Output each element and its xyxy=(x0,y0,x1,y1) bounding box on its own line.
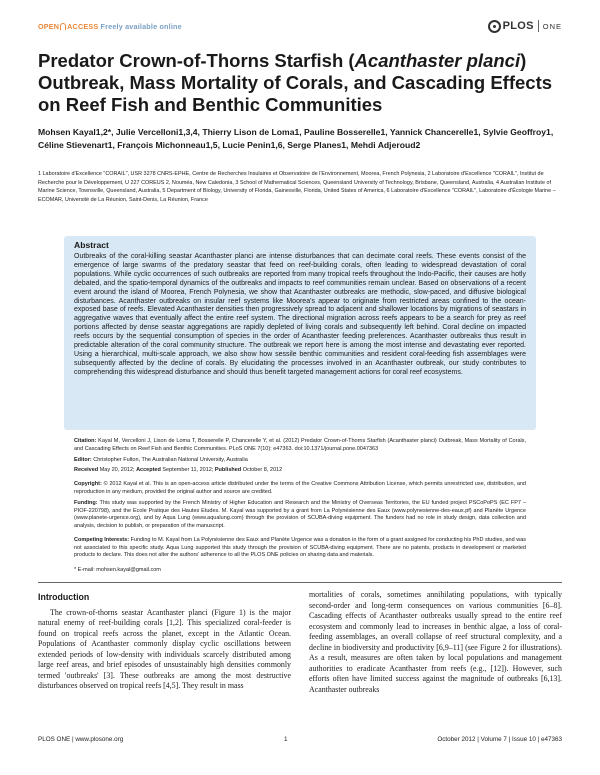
intro-right-text: mortalities of corals, sometimes annihilating populations, with typically second-order and long-term consequences on various communities [6–8]. Cascading effects of Acanthaster outbreaks usually spread to the entire reef ecosystem and commonly lead to increases in benthic algae, a loss of coral-feeding assemblages, an overall collapse of reef structural complexity, and a decline in biodiversity and productivity [6,9–11] (see Figure 2 for illustrations). As a result, measures are often taken by local populations and management authorities to eradicate Acanthaster from reefs (e.g., [12]). However, such efforts often have limited success against the magnitude of outbreaks [6,13]. Acanthaster outbreaks xyxy=(309,590,562,694)
open-access-badge xyxy=(38,22,182,31)
competing-text: Funding to M. Kayal from La Polynésienne des Eaux and Planète Urgence was a donation in the form of a grant assigned for conducting his PhD studies, and was not associated to this specific study. Aqua Lung supported this study through the provision of SCUBA-diving equipment. There are no patents, products in development or marketed products to declare. This does not alter the authors' adherence to all the PLOS ONE policies on sharing data and materials. xyxy=(74,537,526,558)
plos-logo-icon xyxy=(488,20,501,33)
intro-left-text: The crown-of-thorns seastar Acanthaster planci (Figure 1) is the major natural enemy of reef-building corals [1,2]. This specialized coral-feeder is found on tropical reefs across the planet, except in the Atlantic Ocean. Populations of Acanthaster commonly display cyclic oscillations between extended periods of low-density with individuals scarcely distributed among large reef areas, and brief episodes of unsustainably high densities commonly termed 'outbreaks' [3]. These outbreaks are among the most destructive disturbances observed on tropical reefs [4,5]. They result in mass xyxy=(38,607,291,691)
received-date: May 20, 2012; xyxy=(99,467,135,473)
title-species: Acanthaster planci xyxy=(354,50,521,71)
abstract-heading: Abstract xyxy=(74,240,109,250)
footer-page-number: 1 xyxy=(284,736,288,743)
logo-divider xyxy=(538,20,539,32)
access-label: ACCESS xyxy=(67,22,99,31)
affiliations: 1 Laboratoire d'Excellence "CORAIL", USR 3278 CNRS-EPHE, Centre de Recherches Insulaires et Observatoire de l'Environnement, Moorea, French Polynesia, 2 Laboratoire d'Excellence "CORAIL", Institut de Recherche pour le Développement, U 227 COREUS 2, Nouméa, New Caledonia, 3 School of Mathematical Sciences, Queensland University of Technology, Brisbane, Queensland, Australia, 4 Australian Institute of Marine Science, Townsville, Queensland, Australia, 5 Department of Biology, University of Florida, Gainesville, Florida, United States of America, 6 Laboratoire d'Excellence "CORAIL", Laboratoire d'Écologie Marine – ECOMAR, Université de La Réunion, Saint-Denis, La Réunion, France xyxy=(38,171,556,203)
logo-one-text: ONE xyxy=(542,21,562,31)
funding-text: This study was supported by the French Ministry of Higher Education and Research and the Ministry of Overseas Territories, the EU funded project PSCoPoPS (EC FP7 – PIOF-220798), and the Ecole Pratique des Hautes Etudes. M. Kayal was supported by a grant from La Polynésienne des Eaux (www.polynesienne-des-eaux.pf) and Planète Urgence (www.planete-urgence.org), and by Aqua Lung (www.aqualung.com) through the provision of SCUBA-diving equipment. The funders had no role in study design, data collection and analysis, decision to publish, or preparation of the manuscript. xyxy=(74,500,527,529)
funding xyxy=(74,500,526,530)
footer-journal: PLOS ONE | www.plosone.org xyxy=(38,736,124,743)
open-lock-icon xyxy=(60,23,66,30)
intro-heading: Introduction xyxy=(38,592,90,602)
accepted-label: Accepted xyxy=(136,467,161,473)
section-divider xyxy=(38,582,562,583)
title-part-1: Predator Crown-of-Thorns Starfish ( xyxy=(38,50,355,71)
author-list: Mohsen Kayal1,2*, Julie Vercelloni1,3,4, Thierry Lison de Loma1, Pauline Bosserelle1, Yannick Chancerelle1, Sylvie Geoffroy1, Céline Stievenart1, François Michonneau1,5, Lucie Penin1,6, Serge Planes1, Mehdi Adjeroud2 xyxy=(38,127,554,150)
citation-text: Kayal M, Vercelloni J, Lison de Loma T, Bosserelle P, Chancerelle Y, et al. (2012) Predator Crown-of-Thorns Starfish (Acanthaster planci) Outbreak, Mass Mortality of Corals, and Cascading Effects on Reef Fish and Benthic Communities. PLoS ONE 7(10): e47363. doi:10.1371/journal.pone.0047363 xyxy=(74,438,526,452)
footer-issue: October 2012 | Volume 7 | Issue 10 | e47363 xyxy=(437,736,562,743)
accepted-date: September 11, 2012; xyxy=(162,467,214,473)
dates xyxy=(74,467,526,475)
logo-plos-text: PLOS xyxy=(502,20,534,32)
citation-label: Citation: xyxy=(74,438,97,444)
editor-text: Christopher Fulton, The Australian National University, Australia xyxy=(93,457,248,463)
intro-left-column xyxy=(38,592,291,692)
article-title xyxy=(38,50,562,116)
abstract-text: Outbreaks of the coral-killing seastar Acanthaster planci are intense disturbances that can decimate coral reefs. These events consist of the emergence of large swarms of the predatory seastar that feed on reef-building corals, often leading to widespread devastation of coral populations. While cyclic occurrences of such outbreaks are reported from many tropical reefs throughout the Indo-Pacific, their causes are hotly debated, and the spatio-temporal dynamics of the outbreaks and impacts to reef communities remain unclear. Based on observations of a recent event around the island of Moorea, French Polynesia, we show that Acanthaster outbreaks are methodic, slow-paced, and diffusive biological disturbances. Acanthaster outbreaks on insular reef systems like Moorea's appear to originate from restricted areas confined to the ocean-exposed base of reefs. Elevated Acanthaster densities then progressively spread to adjacent and shallower locations by migrations of seastars in aggregative waves that eventually affect the entire reef system. The directional migration across reefs appears to be a search for prey as reef portions affected by dense seastar aggregations are rapidly depleted of living corals and subsequently left behind. Coral decline on impacted reefs occurs by the sequential consumption of species in the order of Acanthaster feeding preferences. Acanthaster outbreaks thus result in predictable alteration of the coral community structure. The outbreak we report here is among the most intense and devastating ever reported. Using a hierarchical, multi-scale approach, we also show how sessile benthic communities and resident coral-feeding fish assemblages were subsequently affected by the decline of corals. By elucidating the processes involved in an Acanthaster outbreak, our study contributes to comprehending this widespread disturbance and should thus benefit targeted management actions for coral reef ecosystems. xyxy=(74,253,526,376)
published-date: October 8, 2012 xyxy=(242,467,283,473)
email: * E-mail: mohsen.kayal@gmail.com xyxy=(74,567,161,573)
editor-label: Editor: xyxy=(74,457,92,463)
intro-right-column xyxy=(309,590,562,695)
competing-interests xyxy=(74,537,526,560)
citation xyxy=(74,438,526,453)
copyright-label: Copyright: xyxy=(74,481,102,487)
copyright-text: © 2012 Kayal et al. This is an open-access article distributed under the terms of the Creative Commons Attribution License, which permits unrestricted use, distribution, and reproduction in any medium, provided the original author and source are credited. xyxy=(74,481,526,495)
published-label: Published xyxy=(214,467,242,473)
funding-label: Funding: xyxy=(74,500,98,506)
freely-available-label: Freely available online xyxy=(100,22,182,31)
open-label: OPEN xyxy=(38,22,60,31)
title-part-2: ) Outbreak, Mass Mortality of Corals, and Cascading Effects on Reef Fish and Benthic Communities xyxy=(38,50,553,115)
plos-one-logo xyxy=(488,18,562,34)
competing-label: Competing Interests: xyxy=(74,537,130,543)
copyright xyxy=(74,481,526,496)
top-bar xyxy=(38,20,562,34)
received-label: Received xyxy=(74,467,99,473)
page-footer xyxy=(38,736,562,746)
editor xyxy=(74,457,526,465)
